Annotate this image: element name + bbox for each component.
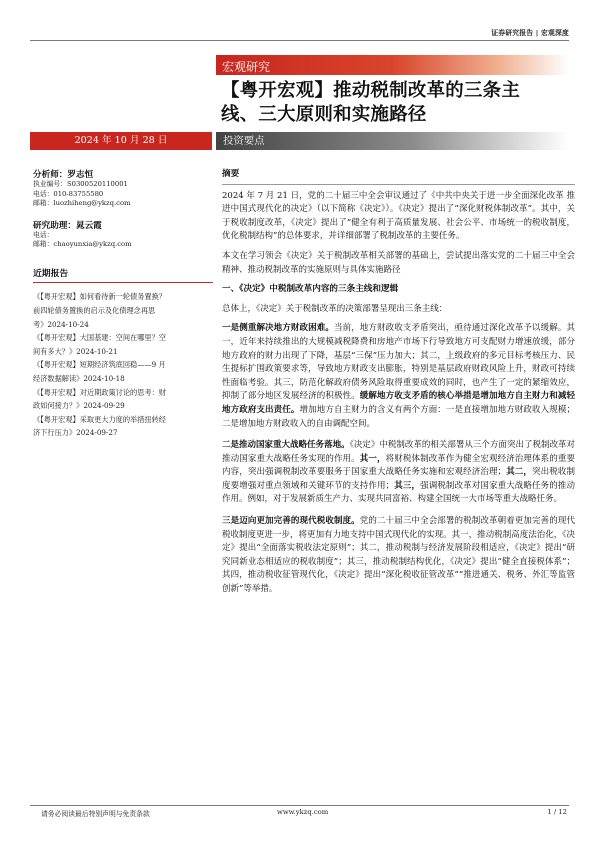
page-number: 1 / 12 <box>547 808 567 816</box>
report-type-header: 证券研究报告 | 宏观深度 <box>491 29 569 37</box>
main-line-3 <box>222 515 575 597</box>
main-line-2-point-1: 其一， <box>359 453 386 464</box>
category-banner <box>216 55 569 75</box>
analyst-heading: 分析师：罗志恒 <box>33 170 94 180</box>
main-line-1-lead: 一是侧重解决地方财政困难。 <box>222 323 334 334</box>
section-1-heading: 一、《决定》中税制改革内容的三条主线和逻辑 <box>222 284 399 295</box>
recent-report-line[interactable]: 间有多大？》2024-10-21 <box>33 346 118 356</box>
main-line-2-text-4: 强调税制改革对国家重大战略任务的推动作用。例如，对于发展新质生产力、实现共同富裕、构建全国统一大市场等重大战略任务。 <box>222 480 575 505</box>
main-line-3-lead: 三是迈向更加完善的现代税收制度。 <box>222 516 360 527</box>
sidebar <box>33 168 213 440</box>
analyst-phone: 电话：010-83755580 <box>33 189 104 198</box>
summary-paragraph-1: 2024 年 7 月 21 日，党的二十届三中全会审议通过了《中共中央关于进一步全面深化改革 推进中国式现代化的决定》（以下简称《决定》）。《决定》提出了“深化财税体制改革”。其中，关于税收制度改革，《决定》提出了“健全有利于高质量发展、社会公平、市场统一的税收制度，优化税制结构”的总体要求，并详细部署了税制改革的主要任务。 <box>222 190 575 242</box>
main-line-2 <box>222 439 575 507</box>
summary-body <box>222 168 575 597</box>
category-label: 宏观研究 <box>222 60 271 74</box>
key-points-banner: 投资要点 <box>216 132 569 150</box>
assistant-phone: 电话： <box>33 230 54 239</box>
main-line-1 <box>222 322 575 431</box>
main-line-2-text-3: 突出税收制度要增强对重点领域和关键环节的支持作用； <box>222 467 575 491</box>
analyst-cert: 执业编号：S0300520110001 <box>33 180 128 188</box>
recent-reports-divider <box>33 282 213 284</box>
recent-report-line[interactable]: 济下行压力》2024-09-27 <box>33 428 118 438</box>
summary-paragraph-2: 本文在学习领会《决定》关于税制改革相关部署的基础上，尝试提出落实党的二十届三中全会精神、推动税制改革的实施原则与具体实施路径 <box>222 250 575 275</box>
recent-report-line[interactable]: 考》2024-10-24 <box>33 319 89 329</box>
website-link[interactable]: www.ykzq.com <box>277 808 329 816</box>
title-line-2: 线、三大原则和实施路径 <box>221 104 427 125</box>
recent-report-line[interactable]: 前四轮债务置换的启示及化债理念再思 <box>33 306 156 316</box>
recent-reports-list <box>33 290 213 440</box>
recent-reports-heading: 近期报告 <box>33 268 69 279</box>
main-line-3-text: 党的二十届三中全会部署的税制改革朝着更加完善的现代税收制度更进一步，将更加有力地支持中国式现代化的实现。其一，推动税制高度法治化，《决定》提出“全面落实税收法定原则”；其二，推动税制与经济发展阶段相适应，《决定》提出“研究同新业态相适应的税收制度”；其三，推动税制结构优化，《决定》提出“健全直接税体系”；其四，推动税收征管现代化，《决定》提出“深化税收征管改革”“推进通关、税务、外汇等监管创新”等举措。 <box>222 516 575 595</box>
recent-report-line[interactable]: 《【粤开宏观】采取更大力度的举措扭转经 <box>33 414 166 424</box>
title-line-1: 【粤开宏观】推动税制改革的三条主 <box>221 80 521 101</box>
main-line-1-text-2: 增加地方自主财力的含义有两个方面：一是直接增加地方财政收入规模；二是增加地方财政收入的自由调配空间。 <box>222 404 575 429</box>
recent-report-line[interactable]: 政如何接力？》2024-09-29 <box>33 401 125 411</box>
summary-heading: 摘要 <box>222 169 240 179</box>
main-line-2-text-2: 将财税体制改革作为健全宏观经济治理体系的重要内容，突出强调税制改革要服务于国家重大战略任务实施和宏观经济治理； <box>222 453 575 478</box>
assistant-email[interactable]: 邮箱：chaoyunxia@ykzq.com <box>33 240 132 249</box>
assistant-heading: 研究助理：晁云霞 <box>33 220 102 231</box>
analyst-email[interactable]: 邮箱：luozhiheng@ykzq.com <box>33 199 131 208</box>
recent-report-line[interactable]: 经济数据解读》2024-10-18 <box>33 374 125 384</box>
main-line-2-point-3: 其三， <box>394 480 421 491</box>
main-line-2-lead: 二是推动国家重大战略任务落地。 <box>222 440 350 451</box>
recent-report-line[interactable]: 《【粤开宏观】大国基建：空间在哪里？空 <box>33 333 166 343</box>
summary-divider <box>222 184 575 185</box>
main-line-2-point-2: 其二， <box>506 467 533 478</box>
recent-report-line[interactable]: 《【粤开宏观】对近期政策讨论的思考：财 <box>33 387 166 397</box>
recent-report-line[interactable]: 《【粤开宏观】如何看待新一轮债务置换？ <box>33 292 166 302</box>
footer-divider <box>30 805 569 806</box>
main-line-1-key: 缓解地方收支矛盾的核心举措是增加地方自主财力和减轻地方政府支出责任。 <box>222 391 575 415</box>
report-date: 2024 年 10 月 28 日 <box>30 132 212 150</box>
header-divider <box>30 40 569 41</box>
section-1-intro: 总体上，《决定》关于税制改革的决策部署呈现出三条主线： <box>222 303 448 314</box>
report-title <box>221 79 573 127</box>
main-line-2-text: 《决定》中税制改革的相关部署从三个方面突出了税制改革对推动国家重大战略任务实现的作用。 <box>222 440 575 464</box>
disclaimer-note: 请务必阅读最后特别声明与免责条款 <box>41 810 150 818</box>
recent-report-line[interactable]: 《【粤开宏观】短期经济筑底回稳——9 月 <box>33 360 166 370</box>
main-line-1-text: 当前，地方财政收支矛盾突出，亟待通过深化改革予以缓解。其一，近年来持续推出的大规模减税降费和房地产市场下行导致地方可支配财力增速放缓，部分地方政府的财力出现了下降，基层“三保”压力加大；其二，上级政府的多元目标考核压力、民生提标扩围政策要求等，导致地方财政支出膨胀，特别是基层政府财政风险上升，财政可持续性面临考验。其三，防范化解政府债务风险取得重要成效的同时，也产生了一定的紧缩效应，抑制了部分地区发展经济的积极性。 <box>222 323 575 402</box>
